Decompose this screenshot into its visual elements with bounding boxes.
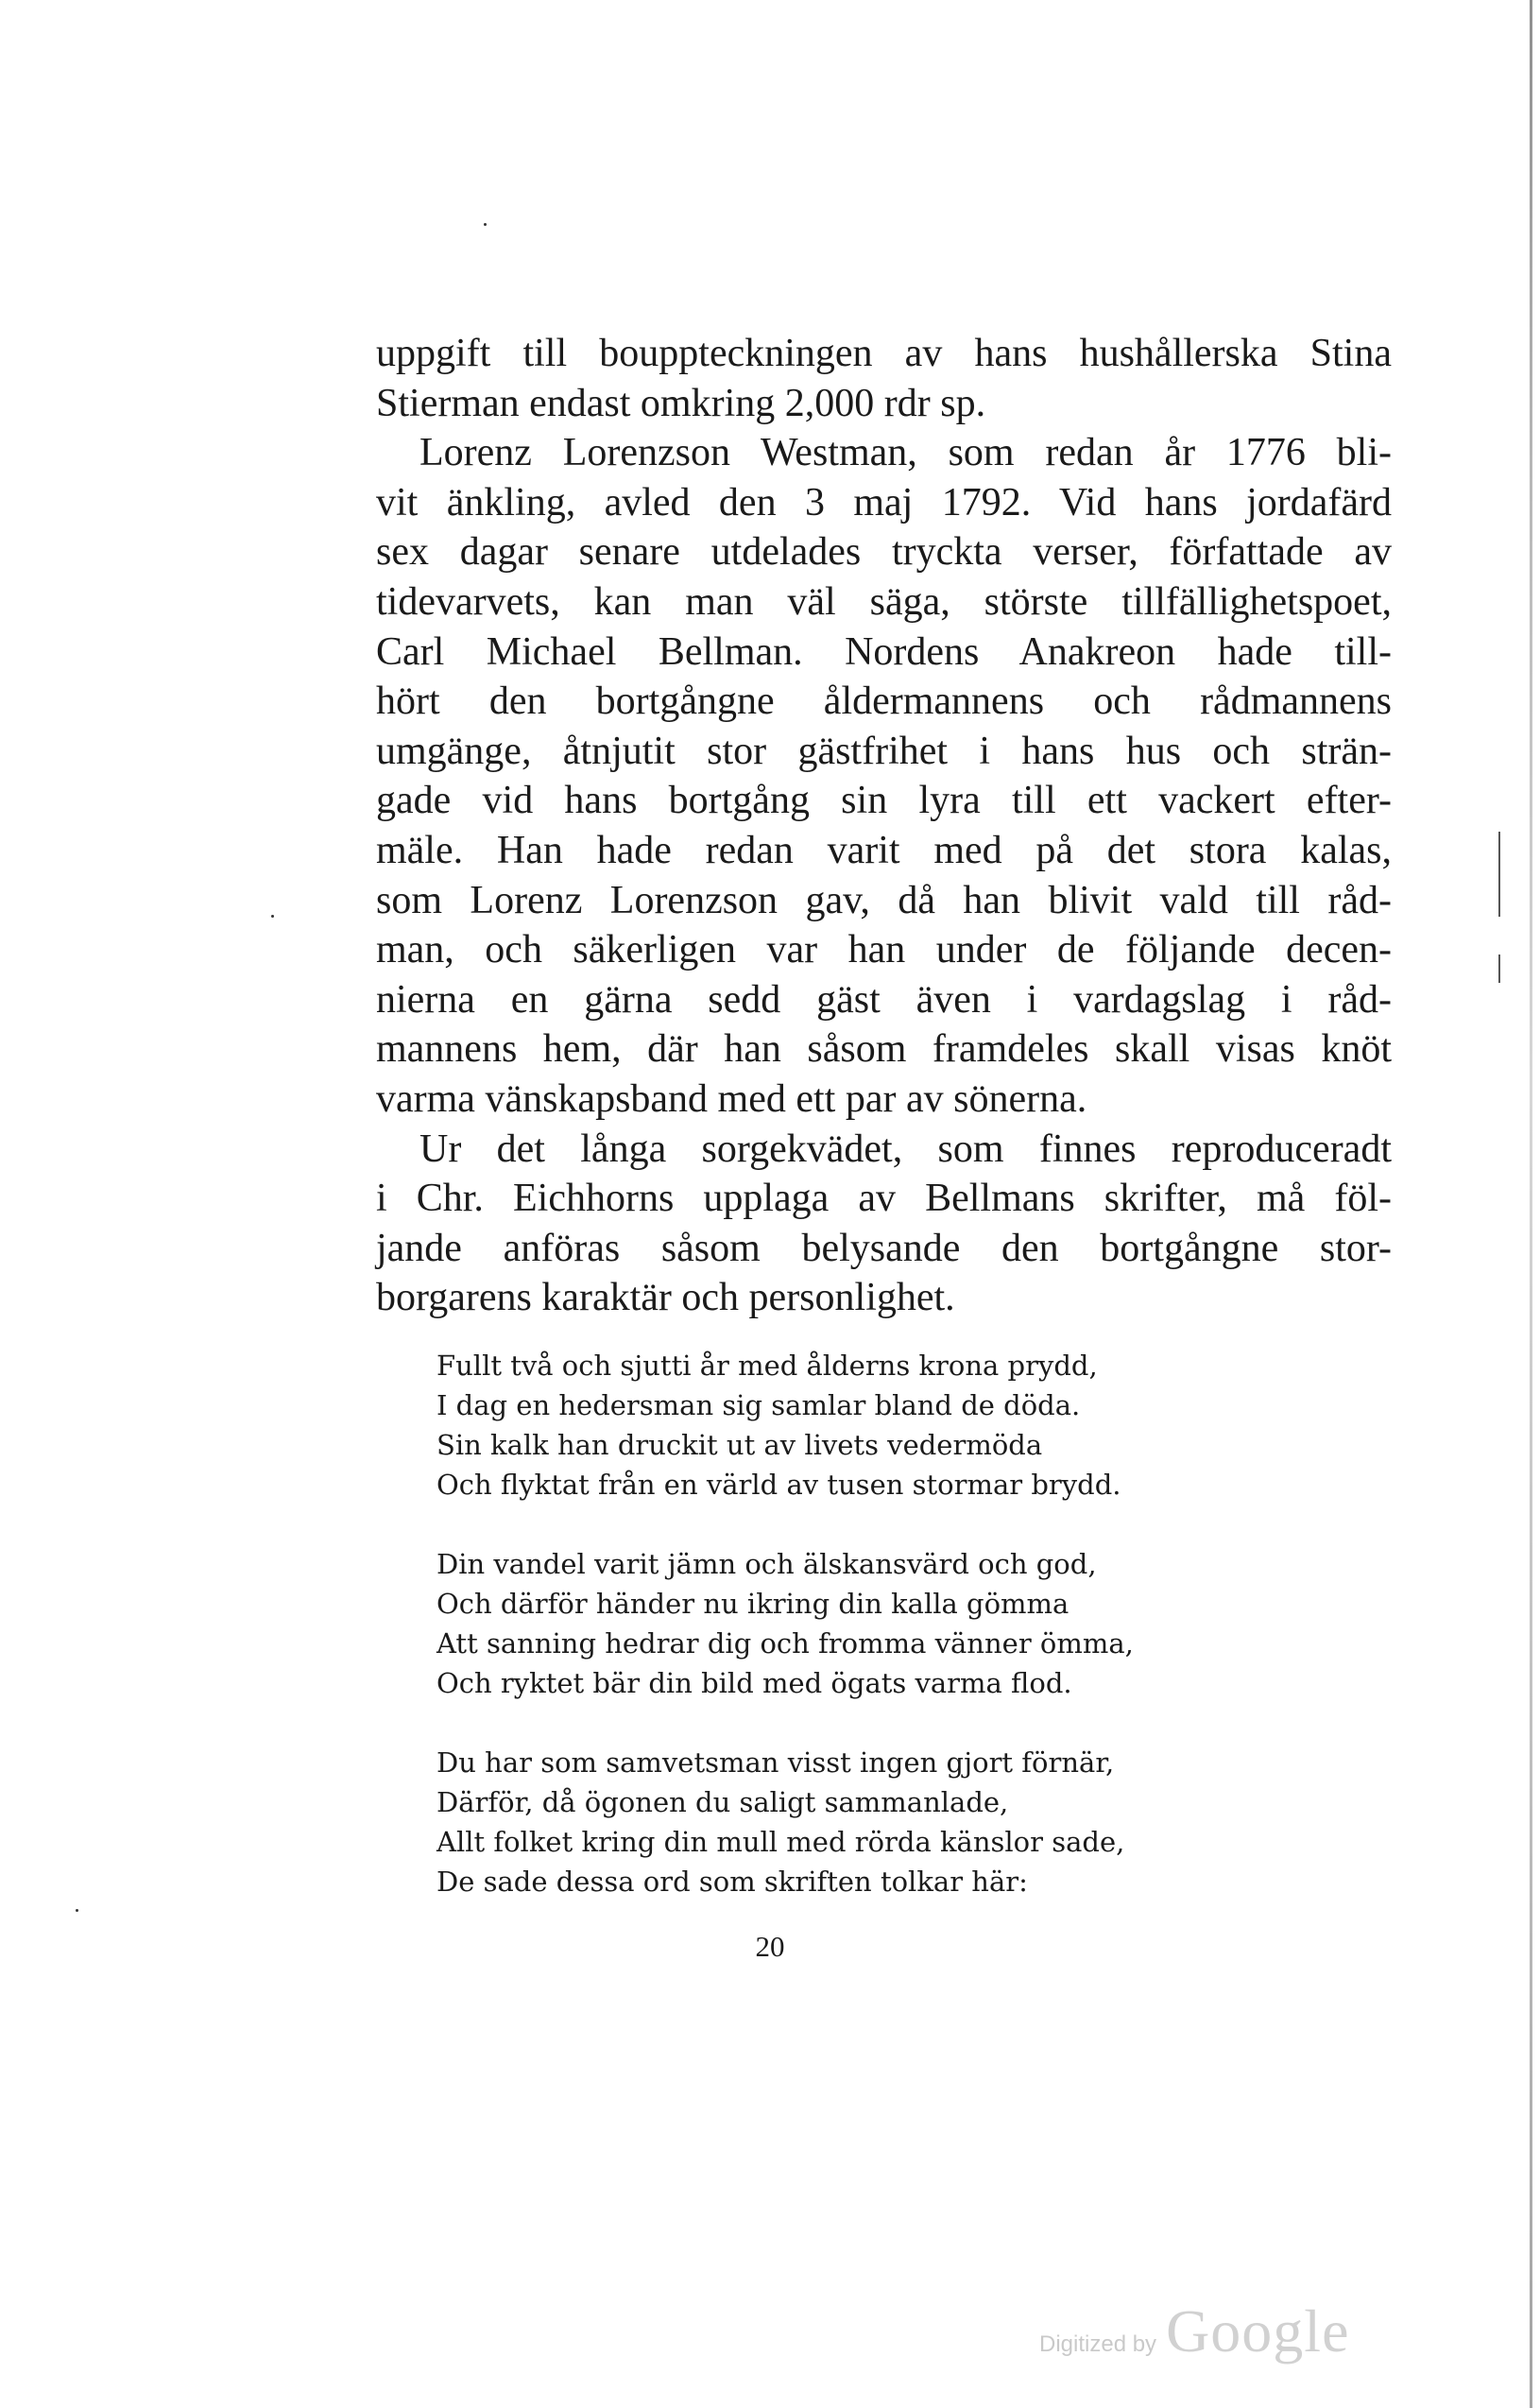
- text-line: Carl Michael Bellman. Nordens Anakreon hade till-: [376, 629, 1392, 674]
- text-line: Stierman endast omkring 2,000 rdr sp.: [376, 381, 986, 425]
- scan-speck: [271, 915, 274, 918]
- scan-speck: [76, 1909, 78, 1912]
- text-line: mannens hem, där han såsom framdeles skall visas knöt: [376, 1027, 1392, 1072]
- text-line: hört den bortgångne åldermannens och rådmannens: [376, 679, 1392, 724]
- poem-line: Fullt två och sjutti år med ålderns krona prydd,: [436, 1350, 1098, 1382]
- text-line: nierna en gärna sedd gäst även i vardagslag i råd-: [376, 977, 1392, 1022]
- text-line: i Chr. Eichhorns upplaga av Bellmans skrifter, må föl-: [376, 1177, 1392, 1221]
- text-line: man, och säkerligen var han under de följande decen-: [376, 928, 1392, 972]
- poem-line: Och flyktat från en värld av tusen stormar brydd.: [436, 1469, 1121, 1501]
- text-line: jande anföras såsom belysande den bortgångne stor-: [376, 1226, 1392, 1270]
- digitized-watermark: [1039, 2296, 1349, 2366]
- poem-line: Och därför händer nu ikring din kalla gömma: [436, 1588, 1069, 1620]
- text-line: vit änkling, avled den 3 maj 1792. Vid hans jordafärd: [376, 480, 1392, 525]
- text-line: mäle. Han hade redan varit med på det stora kalas,: [376, 828, 1392, 872]
- poem: [436, 1346, 1134, 1941]
- scan-edge-mark: [1498, 832, 1500, 917]
- page-number: 20: [755, 1930, 785, 1963]
- text-line: Ur det långa sorgekvädet, som finnes reproduceradt: [419, 1127, 1392, 1171]
- scan-edge-mark: [1498, 955, 1500, 983]
- poem-line: Att sanning hedrar dig och fromma vänner ömma,: [436, 1627, 1134, 1660]
- text-line: varma vänskapsband med ett par av sönerna.: [376, 1076, 1087, 1121]
- watermark-prefix: Digitized by: [1039, 2331, 1157, 2357]
- poem-line: Allt folket kring din mull med rörda känslor sade,: [436, 1826, 1125, 1858]
- poem-line: Och ryktet bär din bild med ögats varma flod.: [436, 1667, 1072, 1699]
- poem-stanza: [436, 1743, 1134, 1901]
- poem-line: Därför, då ögonen du saligt sammanlade,: [436, 1786, 1009, 1818]
- poem-line: Din vandel varit jämn och älskansvärd och god,: [436, 1548, 1097, 1580]
- text-line: uppgift till bouppteckningen av hans hushållerska Stina: [376, 332, 1392, 375]
- poem-line: I dag en hedersman sig samlar bland de döda.: [436, 1389, 1081, 1421]
- poem-line: De sade dessa ord som skriften tolkar här:: [436, 1866, 1028, 1898]
- poem-line: Du har som samvetsman visst ingen gjort förnär,: [436, 1746, 1115, 1779]
- google-logo: Google: [1166, 2297, 1350, 2365]
- text-line: Lorenz Lorenzson Westman, som redan år 1776 bli-: [419, 431, 1392, 475]
- text-line: gade vid hans bortgång sin lyra till ett vackert efter-: [376, 779, 1392, 823]
- text-line: som Lorenz Lorenzson gav, då han blivit vald till råd-: [376, 878, 1392, 922]
- poem-stanza: [436, 1346, 1134, 1505]
- poem-line: Sin kalk han druckit ut av livets vedermöda: [436, 1429, 1043, 1461]
- poem-stanza: [436, 1544, 1134, 1703]
- body-text: [376, 329, 1392, 1323]
- text-line: borgarens karaktär och personlighet.: [376, 1276, 955, 1320]
- scan-page-edge: [1530, 0, 1532, 2408]
- text-line: umgänge, åtnjutit stor gästfrihet i hans hus och strän-: [376, 729, 1392, 773]
- text-line: sex dagar senare utdelades tryckta verser, författade av: [376, 530, 1392, 575]
- scan-speck: [484, 223, 487, 226]
- text-line: tidevarvets, kan man väl säga, störste tillfällighetspoet,: [376, 579, 1392, 624]
